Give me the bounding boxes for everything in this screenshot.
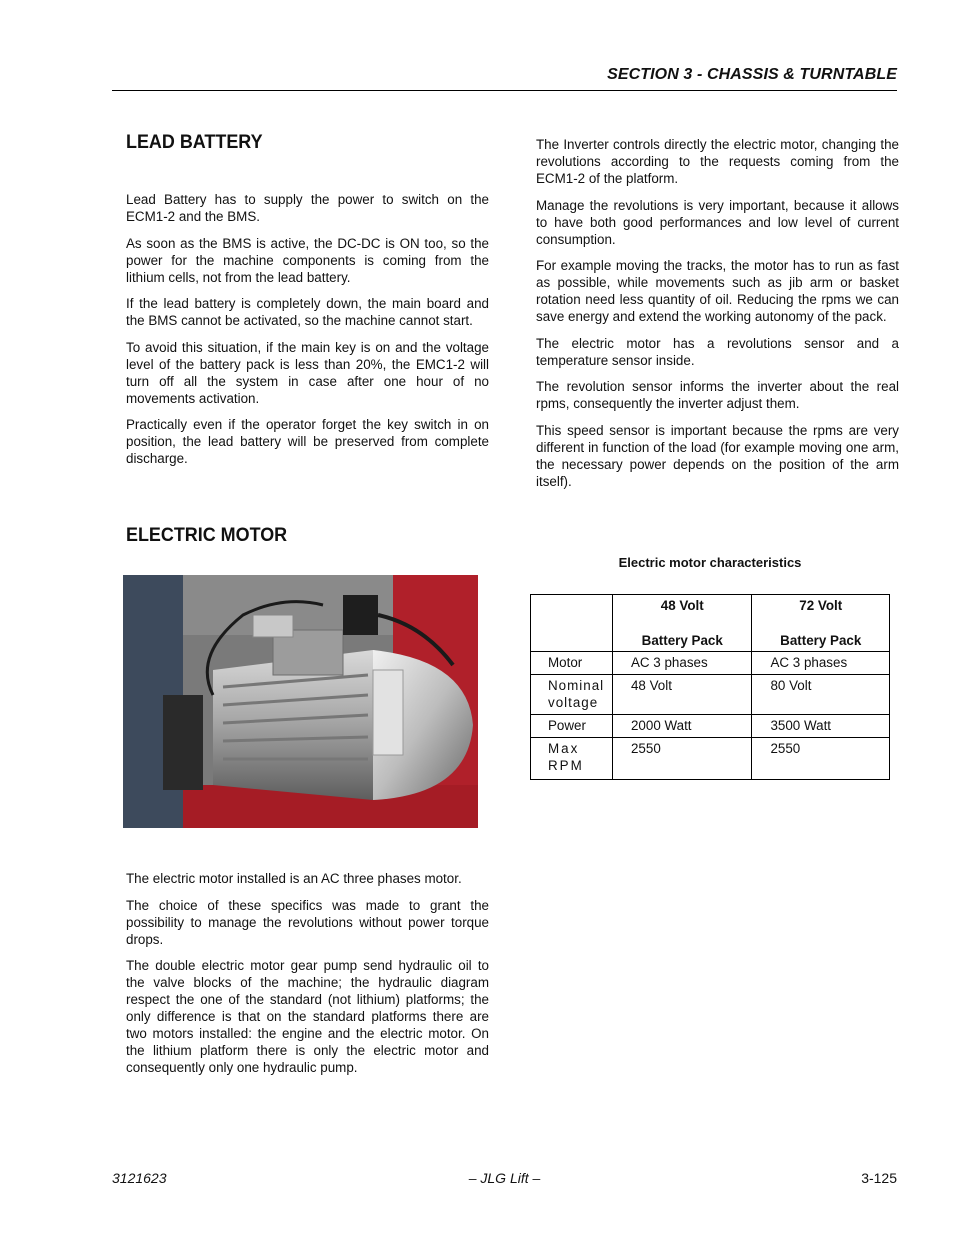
page-header xyxy=(112,62,897,91)
document-number: 3121623 xyxy=(112,1170,167,1186)
electric-motor-text xyxy=(126,870,489,1086)
motor-illustration xyxy=(123,575,478,828)
lead-battery-paragraph: Lead Battery has to supply the power to switch on the ECM1-2 and the BMS. xyxy=(126,192,489,224)
section-title: SECTION 3 - CHASSIS & TURNTABLE xyxy=(607,66,897,83)
electric-motor-heading: ELECTRIC MOTOR xyxy=(126,524,288,546)
table-header-cell: 48 Volt Battery Pack xyxy=(612,595,751,652)
electric-motor-section xyxy=(126,524,489,547)
table-row xyxy=(531,738,890,780)
table-cell: Nominal voltage xyxy=(531,675,613,715)
electric-motor-photo xyxy=(123,575,478,828)
lead-battery-paragraph: To avoid this situation, if the main key is on and the voltage level of the battery pack is less than 20%, the EMC1-2 will turn off all the system in case after one hour of no movements activation. xyxy=(126,339,489,406)
inverter-paragraph: Manage the revolutions is very important, because it allows to have both good performances and low level of current consumption. xyxy=(536,197,899,247)
lead-battery-heading: LEAD BATTERY xyxy=(126,131,263,153)
table-row xyxy=(531,652,890,675)
table-cell: 3500 Watt xyxy=(752,715,890,738)
footer-brand: – JLG Lift – xyxy=(468,1170,541,1186)
table-cell: AC 3 phases xyxy=(612,652,751,675)
table-header-cell xyxy=(531,595,613,652)
page-number: 3-125 xyxy=(861,1170,897,1186)
inverter-paragraph: The Inverter controls directly the electric motor, changing the revolutions according to the requests coming from the ECM1-2 of the platform. xyxy=(536,137,899,186)
inverter-paragraph: The electric motor has a revolutions sensor and a temperature sensor inside. xyxy=(536,335,899,368)
table-cell: 48 Volt xyxy=(612,675,751,715)
electric-motor-paragraph: The double electric motor gear pump send hydraulic oil to the valve blocks of the machine; the hydraulic diagram respect the one of the standard (not lithium) platforms; the only difference is that on the standard platforms there are two motors installed: the engine and the electric motor. On the lithium platform there is only the electric motor and consequently only one hydraulic pump. xyxy=(126,958,489,1075)
electric-motor-paragraph: The choice of these specifics was made to grant the possibility to manage the revolutions without power torque drops. xyxy=(126,897,489,947)
table-cell: AC 3 phases xyxy=(752,652,890,675)
table-header-row xyxy=(531,595,890,652)
inverter-paragraph: This speed sensor is important because the rpms are very different in function of the load (for example moving one arm, the necessary power depends on the position of the arm itself). xyxy=(536,422,899,489)
lead-battery-paragraph: If the lead battery is completely down, the main board and the BMS cannot be activated, so the machine cannot start. xyxy=(126,296,489,328)
table-cell: Motor xyxy=(531,652,613,675)
table-row xyxy=(531,715,890,738)
electric-motor-paragraph: The electric motor installed is an AC three phases motor. xyxy=(126,871,462,886)
table-cell: 2000 Watt xyxy=(612,715,751,738)
table-cell: Max RPM xyxy=(531,738,613,780)
left-column xyxy=(126,131,489,477)
lead-battery-paragraph: As soon as the BMS is active, the DC-DC is ON too, so the power for the machine components is coming from the lithium cells, not from the lead battery. xyxy=(126,235,489,285)
inverter-paragraph: For example moving the tracks, the motor has to run as fast as possible, while movements such as jib arm or basket rotation need less quantity of oil. Reducing the rpms we can save energy and extend the working autonomy of the pack. xyxy=(536,258,899,324)
table-cell: 2550 xyxy=(612,738,751,780)
right-column xyxy=(536,136,899,499)
table-header-cell: 72 Volt Battery Pack xyxy=(752,595,890,652)
table-row xyxy=(531,675,890,715)
lead-battery-paragraph: Practically even if the operator forget the key switch in on position, the lead battery will be preserved from complete discharge. xyxy=(126,417,489,466)
table-cell: 80 Volt xyxy=(752,675,890,715)
table-cell: 2550 xyxy=(752,738,890,780)
inverter-paragraph: The revolution sensor informs the inverter about the real rpms, consequently the inverter adjust them. xyxy=(536,379,899,411)
table-caption: Electric motor characteristics xyxy=(618,555,802,570)
table-cell: Power xyxy=(531,715,613,738)
motor-characteristics-table xyxy=(530,594,890,780)
